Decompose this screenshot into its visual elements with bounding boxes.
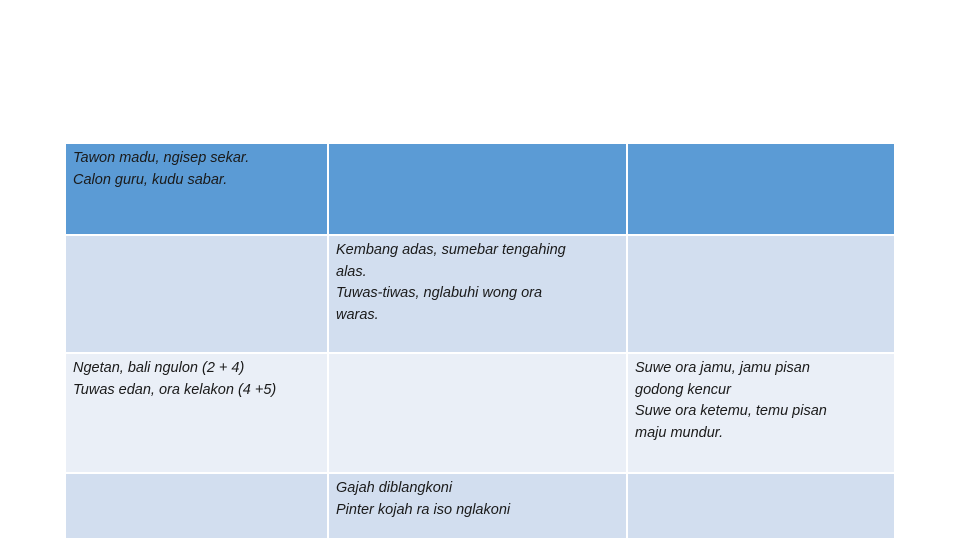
table-cell-r2-c2: Kembang adas, sumebar tengahing alas. Tuwas-tiwas, nglabuhi wong ora waras. xyxy=(329,236,628,354)
table-cell-r1-c3 xyxy=(628,144,894,236)
table-cell-r3-c3: Suwe ora jamu, jamu pisan godong kencur Suwe ora ketemu, temu pisan maju mundur. xyxy=(628,354,894,474)
table-cell-r3-c2 xyxy=(329,354,628,474)
table-cell-r2-c3 xyxy=(628,236,894,354)
table-cell-r3-c1: Ngetan, bali ngulon (2 + 4) Tuwas edan, ora kelakon (4 +5) xyxy=(66,354,329,474)
table-cell-r4-c1 xyxy=(66,474,329,540)
table-cell-r1-c1: Tawon madu, ngisep sekar. Calon guru, kudu sabar. xyxy=(66,144,329,236)
table-cell-r2-c1 xyxy=(66,236,329,354)
table-cell-r4-c2: Gajah diblangkoni Pinter kojah ra iso nglakoni xyxy=(329,474,628,540)
pantun-table xyxy=(66,144,894,540)
table-cell-r4-c3 xyxy=(628,474,894,540)
table-cell-r1-c2 xyxy=(329,144,628,236)
